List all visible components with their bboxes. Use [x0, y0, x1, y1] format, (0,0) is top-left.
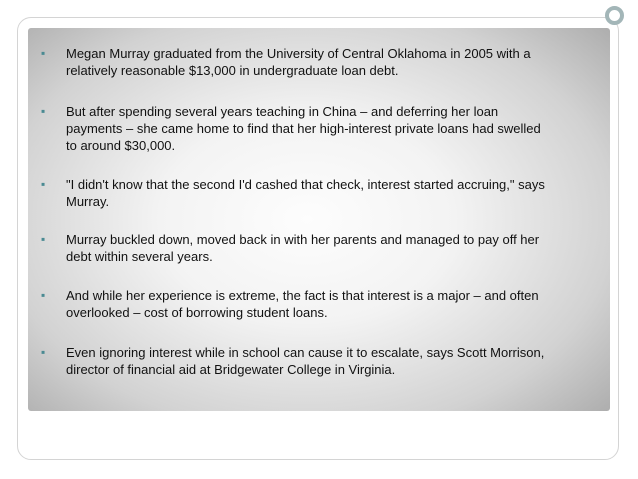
bullet-square-icon: ▪: [41, 177, 46, 191]
bullet-square-icon: ▪: [41, 104, 46, 118]
bullet-square-icon: ▪: [41, 288, 46, 302]
bullet-text: Murray buckled down, moved back in with her parents and managed to pay off her debt within several years.: [66, 232, 540, 264]
bullet-text: But after spending several years teaching in China – and deferring her loan payments – she came home to find that her high-interest private loans had swelled to around $30,000.: [66, 104, 541, 153]
bullet-square-icon: ▪: [41, 345, 46, 359]
bullet-text: Even ignoring interest while in school can cause it to escalate, says Scott Morrison, director of financial aid at Bridgewater College in Virginia.: [66, 345, 545, 377]
bullet-text: Megan Murray graduated from the University of Central Oklahoma in 2005 with a relatively reasonable $13,000 in undergraduate loan debt.: [66, 46, 531, 78]
bullet-text: "I didn't know that the second I'd cashed that check, interest started accruing," says Murray.: [66, 177, 545, 209]
bullet-square-icon: ▪: [41, 46, 46, 60]
bullet-square-icon: ▪: [41, 232, 46, 246]
bullet-text: And while her experience is extreme, the fact is that interest is a major – and often overlooked – cost of borrowing student loans.: [66, 288, 539, 320]
